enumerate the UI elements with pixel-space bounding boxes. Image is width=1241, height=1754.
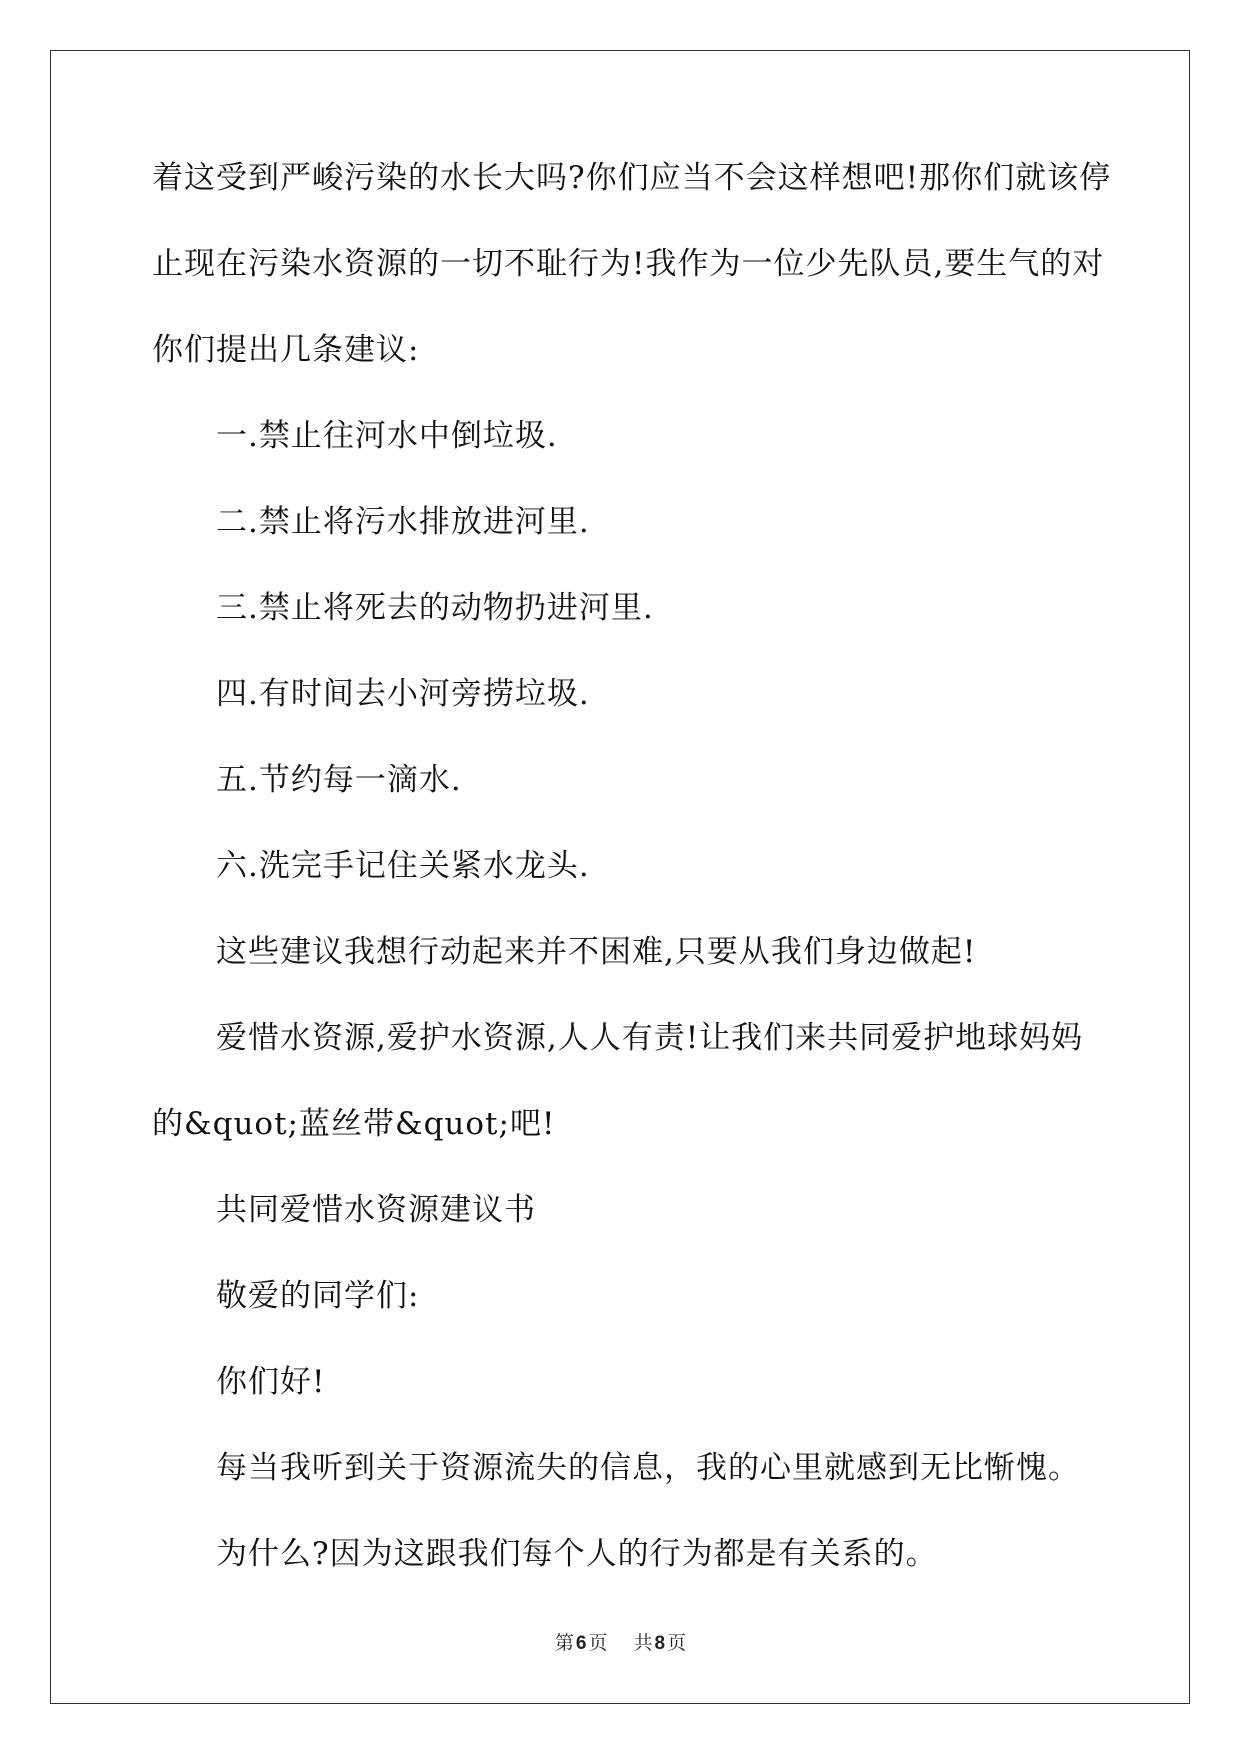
page-footer	[0, 1628, 1241, 1655]
greeting: 你们好!	[216, 1364, 326, 1400]
suggestion-item: 五.节约每一滴水.	[216, 762, 462, 798]
paragraph-line: 的&quot;蓝丝带&quot;吧!	[152, 1106, 556, 1142]
suggestion-item: 四.有时间去小河旁捞垃圾.	[216, 676, 590, 712]
paragraph-line: 止现在污染水资源的一切不耻行为!我作为一位少先队员,要生气的对	[152, 246, 1105, 282]
suggestion-item: 一.禁止往河水中倒垃圾.	[216, 418, 558, 454]
page-prefix: 第	[554, 1632, 574, 1654]
suggestion-item: 六.洗完手记住关紧水龙头.	[216, 848, 590, 884]
page-suffix: 页	[588, 1632, 608, 1654]
suggestion-item: 三.禁止将死去的动物扔进河里.	[216, 590, 654, 626]
paragraph-line: 你们提出几条建议:	[152, 332, 420, 368]
paragraph-line: 着这受到严峻污染的水长大吗?你们应当不会这样想吧!那你们就该停	[152, 160, 1112, 196]
paragraph-line: 爱惜水资源,爱护水资源,人人有责!让我们来共同爱护地球妈妈	[216, 1020, 1084, 1056]
paragraph-line: 每当我听到关于资源流失的信息，我的心里就感到无比惭愧。	[216, 1450, 1080, 1486]
total-suffix: 页	[667, 1632, 687, 1654]
page-current: 6	[575, 1633, 587, 1654]
paragraph-line: 为什么?因为这跟我们每个人的行为都是有关系的。	[216, 1536, 938, 1572]
salutation: 敬爱的同学们:	[216, 1278, 420, 1314]
paragraph-line: 这些建议我想行动起来并不困难,只要从我们身边做起!	[216, 934, 977, 970]
page-total: 8	[654, 1633, 666, 1654]
total-prefix: 共	[633, 1632, 653, 1654]
suggestion-item: 二.禁止将污水排放进河里.	[216, 504, 590, 540]
section-title: 共同爱惜水资源建议书	[216, 1192, 536, 1228]
